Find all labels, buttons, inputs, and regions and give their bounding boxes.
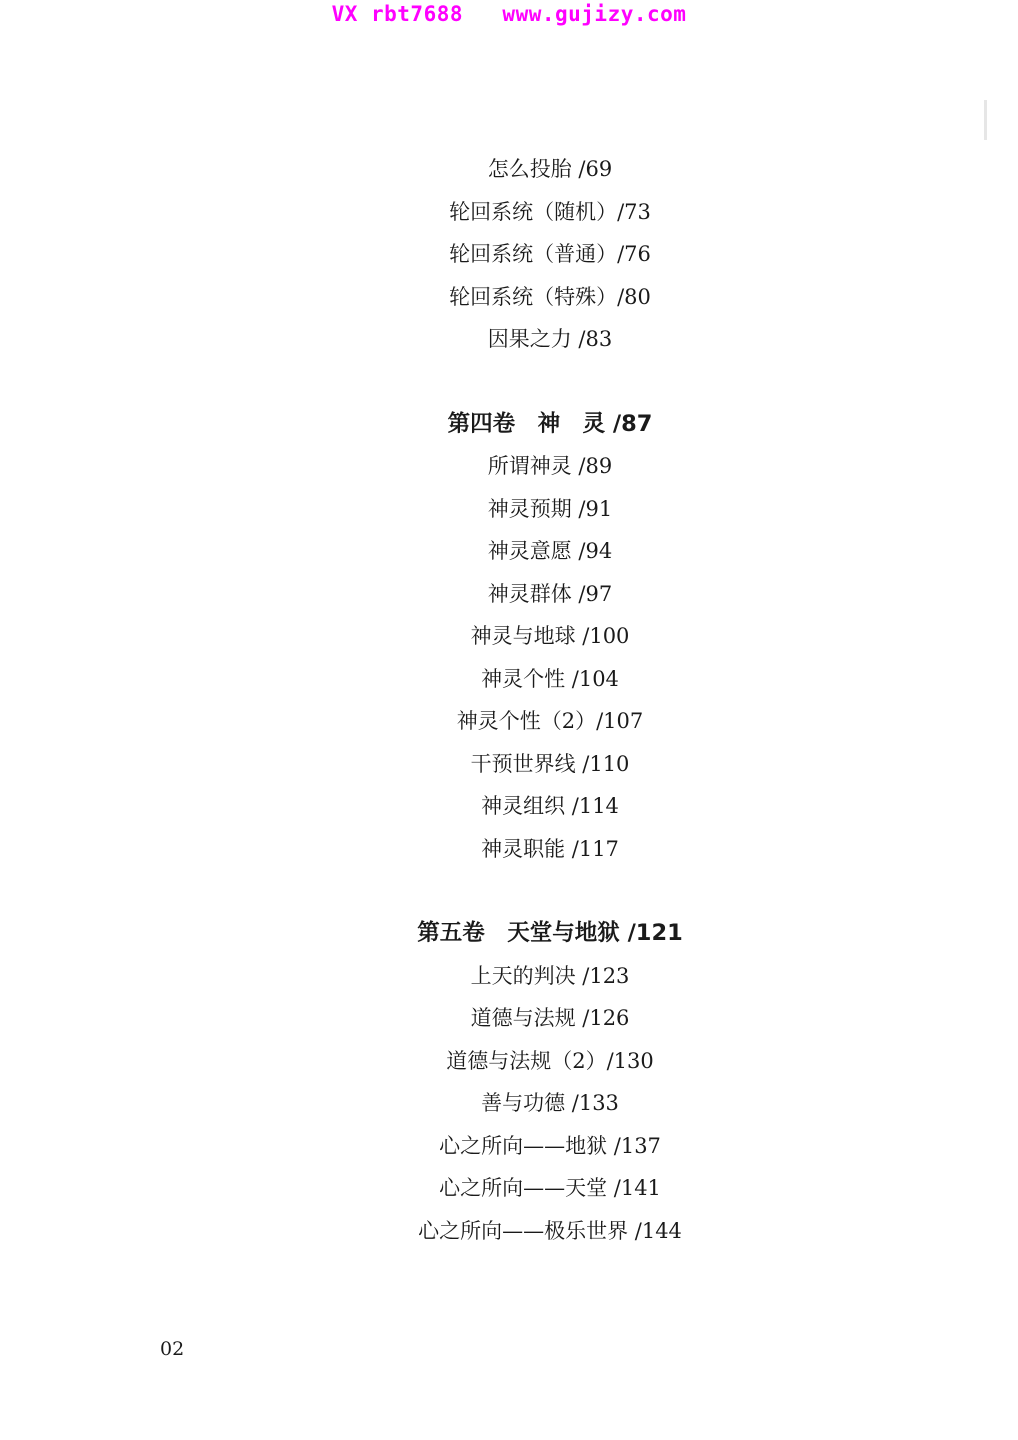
- toc-entry: 神灵职能 /117: [481, 836, 619, 861]
- toc-entry: 所谓神灵 /89: [487, 454, 613, 478]
- toc-entry: 神灵与地球 /100: [470, 624, 630, 648]
- toc-entry: 心之所向——地狱 /137: [439, 1133, 661, 1158]
- toc-entry: 道德与法规 /126: [470, 1006, 630, 1030]
- toc-entry: 道德与法规（2）/130: [446, 1048, 654, 1073]
- toc-entry: 神灵预期 /91: [487, 496, 613, 521]
- toc-entry: 心之所向——天堂 /141: [439, 1176, 661, 1200]
- toc-entry: 神灵个性（2）/107: [456, 709, 644, 733]
- table-of-contents: [0, 148, 1018, 1252]
- toc-entry: 干预世界线 /110: [470, 751, 630, 776]
- toc-entry: 神灵群体 /97: [487, 581, 613, 606]
- part5-entries: [0, 955, 1018, 1253]
- page-number: 02: [160, 1338, 185, 1360]
- scan-edge-mark: [984, 100, 987, 140]
- toc-entry: 因果之力 /83: [487, 327, 613, 351]
- toc-entry: 善与功德 /133: [481, 1091, 619, 1115]
- toc-entry: 神灵意愿 /94: [487, 539, 613, 563]
- toc-entry: 心之所向——极乐世界 /144: [418, 1218, 682, 1243]
- toc-entry: 轮回系统（特殊）/80: [449, 284, 651, 309]
- toc-entry: 神灵组织 /114: [481, 794, 619, 818]
- part5-heading: 第五卷 天堂与地狱 /121: [417, 920, 683, 946]
- toc-entry: 怎么投胎 /69: [487, 157, 613, 181]
- toc-entry: 轮回系统（普通）/76: [449, 242, 651, 266]
- watermark-text: VX rbt7688 www.gujizy.com: [331, 2, 687, 26]
- toc-entry: 轮回系统（随机）/73: [449, 199, 651, 224]
- toc-entry: 神灵个性 /104: [481, 666, 619, 691]
- part4-heading: 第四卷 神 灵 /87: [447, 410, 653, 437]
- toc-entry: 上天的判决 /123: [470, 963, 630, 988]
- part4-entries: [0, 445, 1018, 870]
- part3-entries: [0, 148, 1018, 361]
